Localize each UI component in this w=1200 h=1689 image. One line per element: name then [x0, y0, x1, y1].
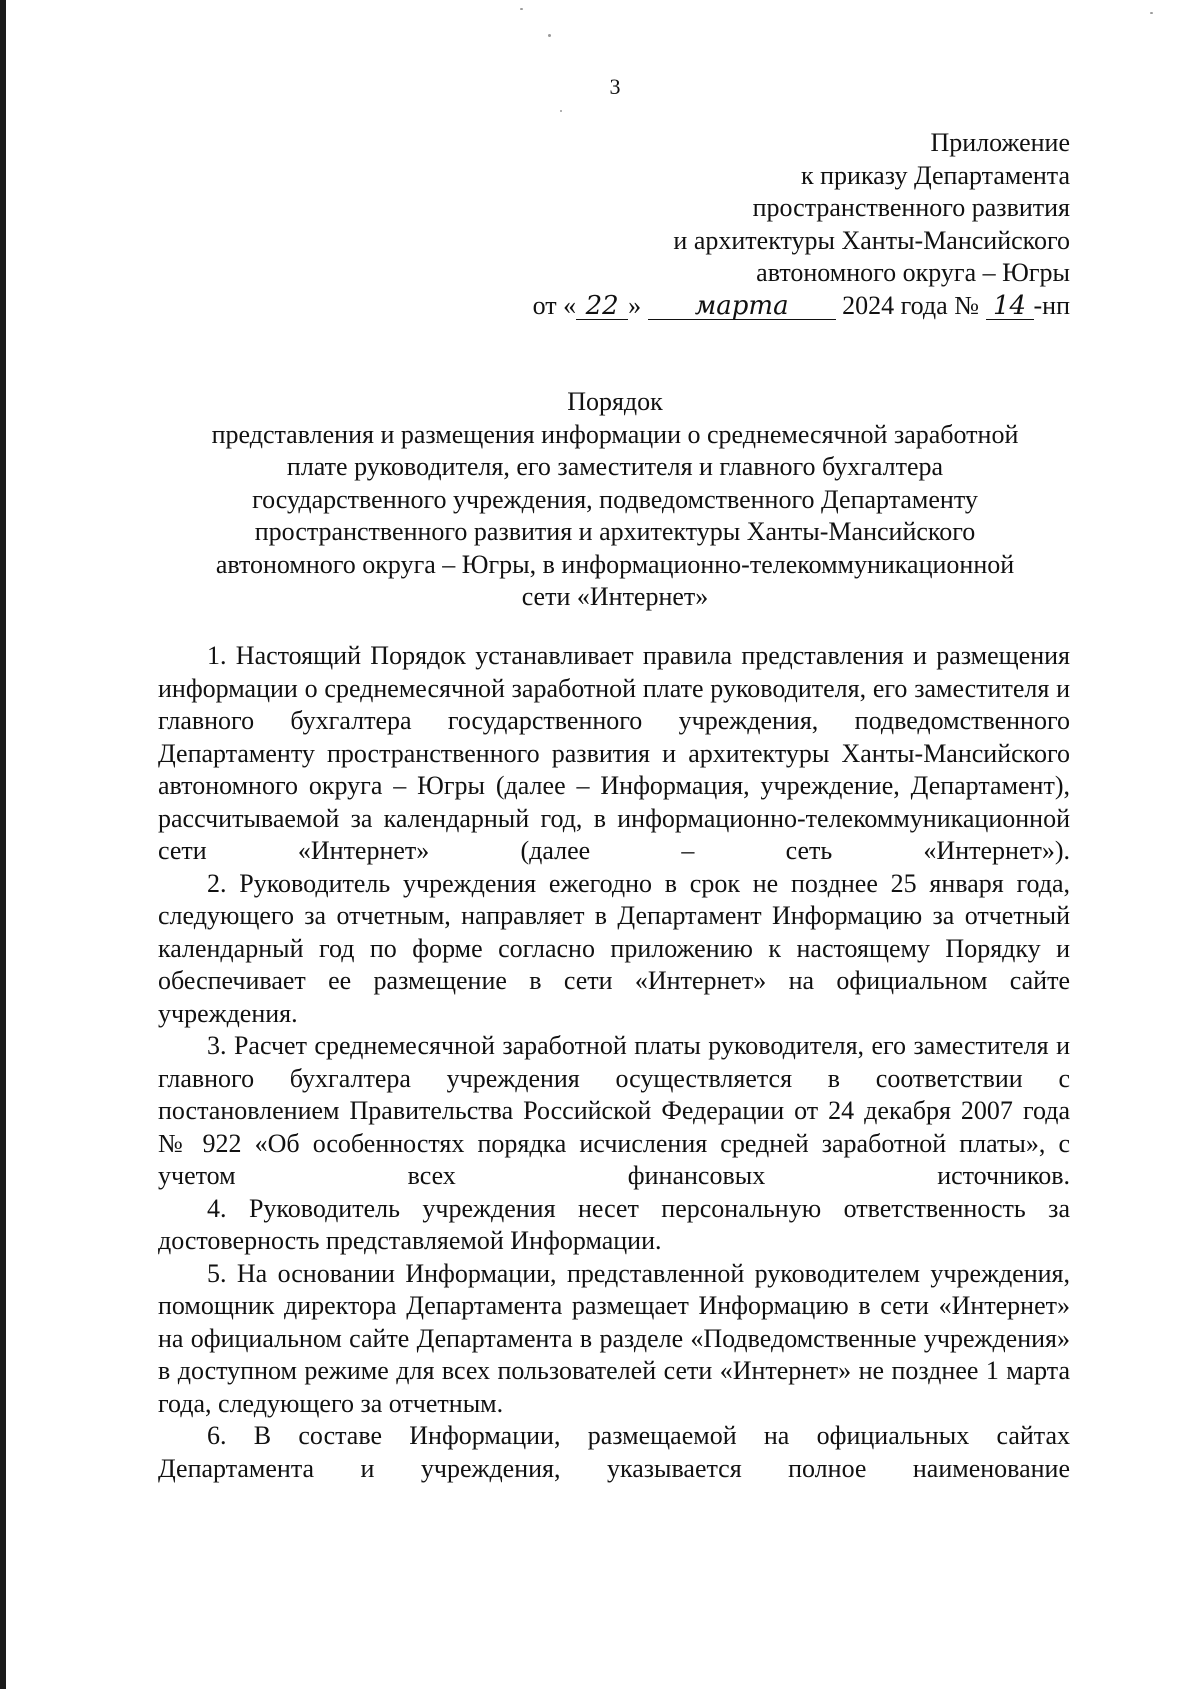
document-title	[0, 386, 1200, 614]
paragraph: 2. Руководитель учреждения ежегодно в срок не позднее 25 января года, следующего за отчетным, направляет в Департамент Информацию за отчетный календарный год по форме согласно приложению к настоящему Порядку и обеспечивает ее размещение в сети «Интернет» на официальном сайте учреждения.	[158, 868, 1070, 1028]
paragraph: 4. Руководитель учреждения несет персональную ответственность за достоверность представляемой Информации.	[158, 1193, 1070, 1255]
scan-left-edge	[0, 0, 6, 1689]
appendix-line: пространственного развития	[752, 193, 1070, 222]
handwritten-day: 22	[576, 293, 628, 320]
appendix-line: Приложение	[930, 128, 1070, 157]
date-mid: »	[628, 290, 642, 320]
scan-artifact	[520, 8, 523, 10]
date-prefix: от «	[532, 290, 577, 320]
appendix-line: и архитектуры Ханты-Мансийского	[673, 225, 1070, 255]
handwritten-month: марта	[648, 293, 836, 320]
paragraph: 1. Настоящий Порядок устанавливает правила представления и размещения информации о среднемесячной заработной плате руководителя, его заместителя и главного бухгалтера государственного учреждения, подведомственного Департаменту пространственного развития и архитектуры Ханты-Мансийского автономного округа – Югры (далее – Информация, учреждение, Департамент), рассчитываемой за календарный год, в информационно-телекоммуникационной сети «Интернет» (далее – сеть «Интернет»).	[158, 641, 1070, 865]
scan-artifact	[548, 34, 551, 37]
title-subtitle	[0, 419, 1200, 614]
date-year-no: 2024 года №	[842, 290, 979, 320]
order-date-line	[533, 290, 1070, 323]
paragraph: 6. В составе Информации, размещаемой на официальных сайтах Департамента и учреждения, указывается полное наименование	[158, 1421, 1070, 1483]
page-number: 3	[609, 74, 621, 99]
order-number-suffix: -нп	[1033, 290, 1070, 320]
paragraph: 5. На основании Информации, представленной руководителем учреждения, помощник директора Департамента размещает Информацию в сети «Интернет» на официальном сайте Департамента в разделе «Подведомственные учреждения» в доступном режиме для всех пользователей сети «Интернет» не позднее 1 марта года, следующего за отчетным.	[158, 1258, 1070, 1418]
title-subtitle-text: представления и размещения информации о среднемесячной заработной плате руководителя, его заместителя и главного бухгалтера государственного учреждения, подведомственного Департаменту пространственного развития и архитектуры Ханты-Мансийского автономного округа – Югры, в информационно-телекоммуникационной сети «Интернет»	[211, 419, 1019, 611]
scan-artifact	[1150, 12, 1153, 14]
appendix-block	[533, 127, 1070, 322]
paragraph: 3. Расчет среднемесячной заработной платы руководителя, его заместителя и главного бухгалтера учреждения осуществляется в соответствии с постановлением Правительства Российской Федерации от 24 декабря 2007 года № 922 «Об особенностях порядка исчисления средней заработной платы», с учетом всех финансовых источников.	[158, 1031, 1070, 1190]
handwritten-order-number: 14	[986, 293, 1034, 320]
appendix-line: автономного округа – Югры	[756, 258, 1070, 287]
document-body	[158, 640, 1070, 1485]
scan-artifact	[560, 110, 562, 112]
title-main: Порядок	[567, 387, 663, 416]
appendix-line: к приказу Департамента	[800, 160, 1070, 190]
